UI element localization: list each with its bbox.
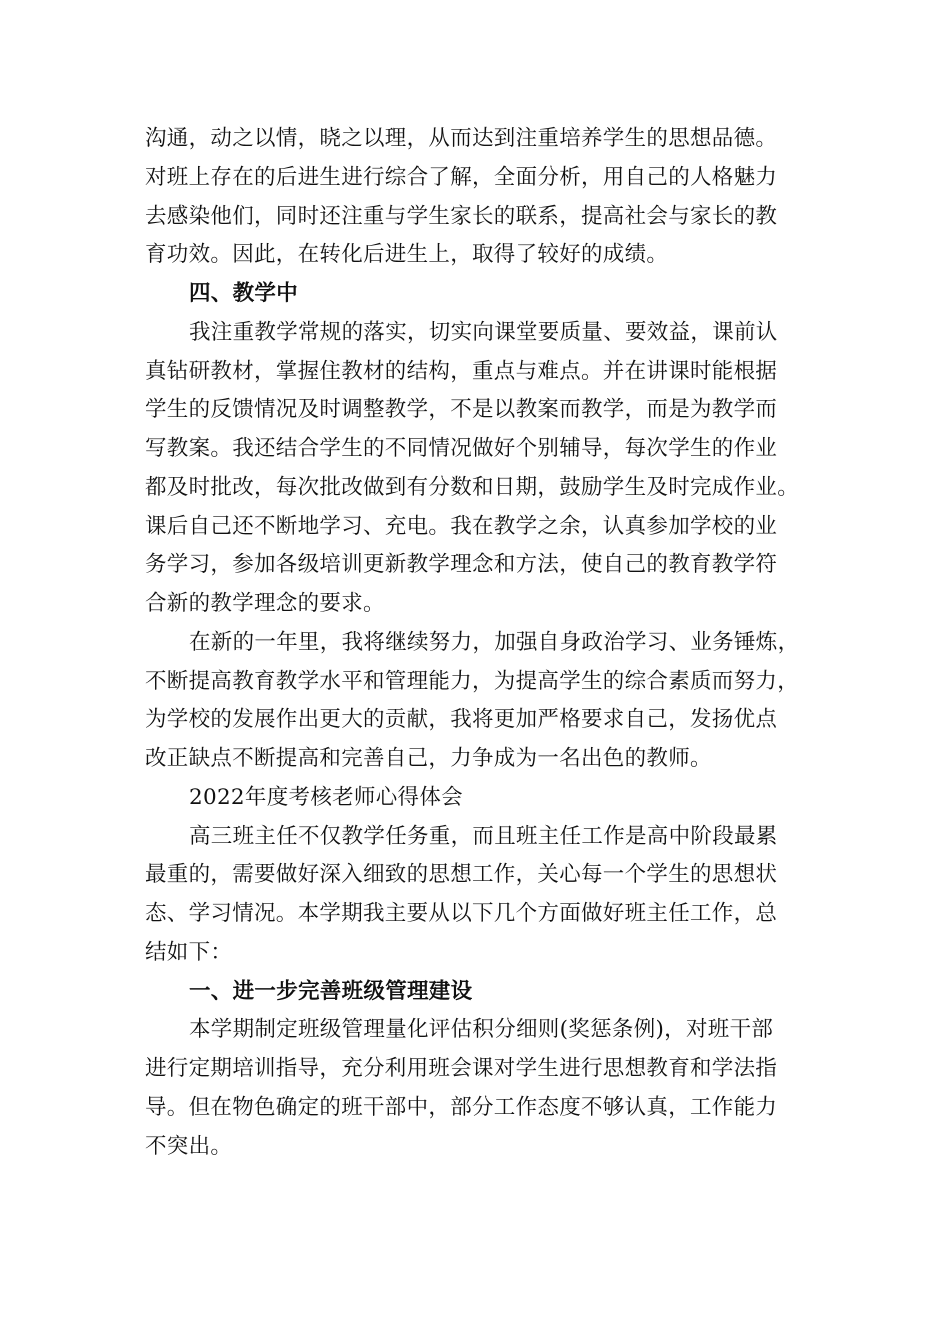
paragraph-first-line: 在新的一年里，我将继续努力，加强自身政治学习、业务锤炼， — [189, 629, 800, 655]
paragraph-first-line: 本学期制定班级管理量化评估积分细则(奖惩条例)，对班干部 — [189, 1017, 774, 1043]
text-line: 改正缺点不断提高和完善自己，力争成为一名出色的教师。 — [145, 746, 712, 771]
text-line: 为学校的发展作出更大的贡献，我将更加严格要求自己，发扬优点 — [145, 707, 778, 733]
section-heading: 一、进一步完善班级管理建设 — [189, 978, 473, 1004]
text-line: 结如下： — [145, 939, 233, 965]
text-line: 去感染他们，同时还注重与学生家长的联系，提高社会与家长的教 — [145, 203, 778, 229]
text-line: 真钻研教材，掌握住教材的结构，重点与难点。并在讲课时能根据 — [145, 358, 778, 384]
document-page — [145, 120, 810, 1166]
text-line: 态、学习情况。本学期我主要从以下几个方面做好班主任工作，总 — [145, 901, 778, 926]
section-heading: 四、教学中 — [189, 281, 299, 306]
text-line: 写教案。我还结合学生的不同情况做好个别辅导，每次学生的作业 — [145, 436, 778, 461]
document-subtitle: 2022年度考核老师心得体会 — [189, 784, 463, 810]
text-line: 学生的反馈情况及时调整教学，不是以教案而教学，而是为教学而 — [145, 397, 778, 423]
text-line: 合新的教学理念的要求。 — [145, 591, 385, 616]
text-line: 不突出。 — [145, 1133, 233, 1159]
text-line: 沟通，动之以情，晓之以理，从而达到注重培养学生的思想品德。 — [145, 126, 778, 151]
text-line: 对班上存在的后进生进行综合了解，全面分析，用自己的人格魅力 — [145, 164, 778, 190]
text-line: 务学习，参加各级培训更新教学理念和方法，使自己的教育教学符 — [145, 552, 778, 578]
text-line: 都及时批改，每次批改做到有分数和日期，鼓励学生及时完成作业。 — [145, 474, 800, 500]
text-line: 不断提高教育教学水平和管理能力，为提高学生的综合素质而努力， — [145, 668, 800, 694]
text-line: 最重的，需要做好深入细致的思想工作，关心每一个学生的思想状 — [145, 862, 778, 888]
text-line: 课后自己还不断地学习、充电。我在教学之余，认真参加学校的业 — [145, 513, 778, 539]
text-line: 导。但在物色确定的班干部中，部分工作态度不够认真，工作能力 — [145, 1094, 778, 1120]
paragraph-first-line: 高三班主任不仅教学任务重，而且班主任工作是高中阶段最累 — [189, 823, 778, 849]
text-line: 进行定期培训指导，充分利用班会课对学生进行思想教育和学法指 — [145, 1056, 778, 1081]
paragraph-first-line: 我注重教学常规的落实，切实向课堂要质量、要效益，课前认 — [189, 319, 778, 345]
text-line: 育功效。因此，在转化后进生上，取得了较好的成绩。 — [145, 242, 669, 268]
